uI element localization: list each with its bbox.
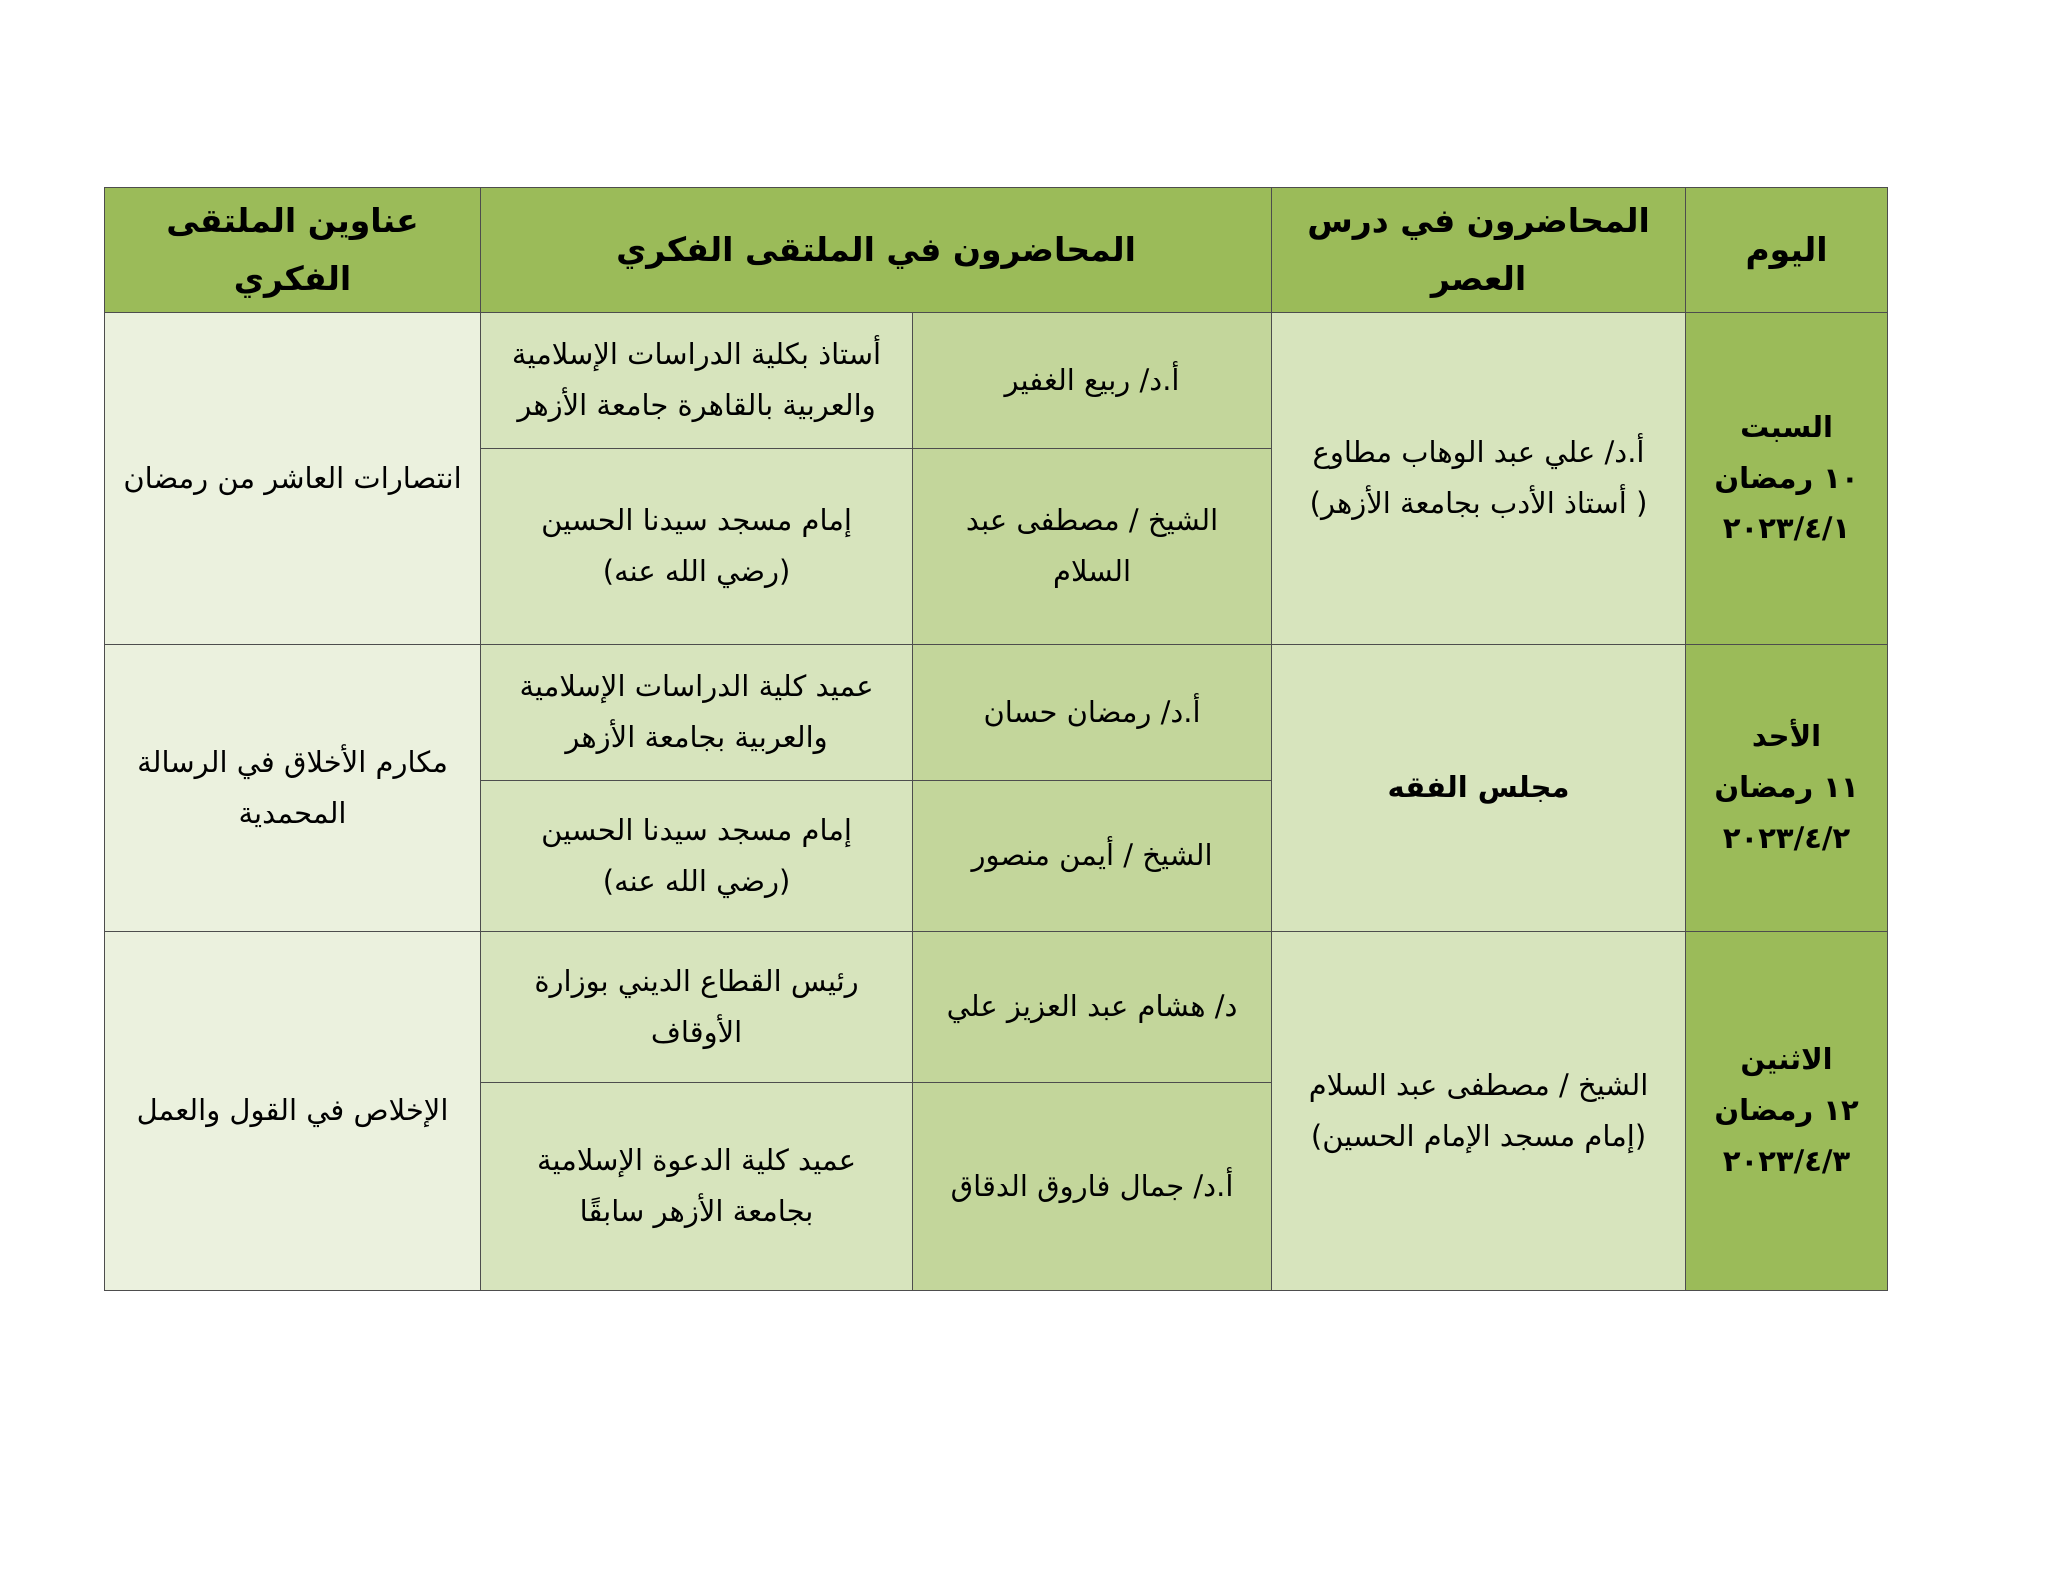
lecturer-role-cell xyxy=(481,780,913,931)
asr-lecturer-name: الشيخ / مصطفى عبد السلام xyxy=(1308,1067,1649,1102)
lecturer-role-line: (رضي الله عنه) xyxy=(602,554,791,588)
lecturer-name: الشيخ / أيمن منصور xyxy=(971,838,1213,873)
forum-title-cell xyxy=(105,931,481,1290)
lecturer-name-cell xyxy=(913,644,1272,780)
lecturer-role-cell xyxy=(481,931,913,1082)
day-name: السبت xyxy=(1740,409,1833,444)
hijri-date: ١٢ رمضان xyxy=(1714,1093,1859,1128)
lecturer-name: أ.د/ رمضان حسان xyxy=(983,694,1201,729)
gregorian-date: ٢٠٢٣/٤/٢ xyxy=(1722,820,1851,855)
day-name: الاثنين xyxy=(1740,1042,1833,1077)
lecturer-role-cell xyxy=(481,644,913,780)
day-name: الأحد xyxy=(1751,719,1822,754)
lecturer-role-line: عميد كلية الدعوة الإسلامية xyxy=(536,1143,857,1178)
table-row xyxy=(105,312,1888,448)
lecturer-role-line: (رضي الله عنه) xyxy=(602,863,791,898)
lecturer-role-line: والعربية بجامعة الأزهر xyxy=(565,720,828,754)
forum-title-cell xyxy=(105,312,481,644)
lecturer-name: أ.د/ جمال فاروق الدقاق xyxy=(950,1168,1234,1203)
day-cell-saturday xyxy=(1686,312,1888,644)
asr-lecturer-role: ( أستاذ الأدب بجامعة الأزهر) xyxy=(1309,486,1648,520)
lecturer-role-cell xyxy=(481,312,913,448)
asr-lecturer-cell xyxy=(1272,931,1686,1290)
hijri-date: ١٠ رمضان xyxy=(1714,460,1859,495)
lecturer-name-line: السلام xyxy=(1053,554,1132,588)
lecturer-name-cell xyxy=(913,1082,1272,1290)
asr-lecturer-cell xyxy=(1272,644,1686,931)
schedule-table xyxy=(104,187,1888,1291)
lecturer-role-line: والعربية بالقاهرة جامعة الأزهر xyxy=(517,388,876,422)
day-cell-monday xyxy=(1686,931,1888,1290)
forum-title: انتصارات العاشر من رمضان xyxy=(123,460,462,495)
forum-title-line: مكارم الأخلاق في الرسالة xyxy=(137,744,448,779)
lecturer-role-line: إمام مسجد سيدنا الحسين xyxy=(541,812,852,847)
header-row xyxy=(105,188,1888,313)
lecturer-role-line: أستاذ بكلية الدراسات الإسلامية xyxy=(511,337,882,372)
lecturer-role-cell xyxy=(481,448,913,644)
lecturer-name-cell xyxy=(913,780,1272,931)
lecturer-name-line: الشيخ / مصطفى عبد xyxy=(965,503,1219,538)
asr-lecturer-name: أ.د/ علي عبد الوهاب مطاوع xyxy=(1312,435,1645,470)
lecturer-role-line: بجامعة الأزهر سابقًا xyxy=(579,1194,814,1228)
gregorian-date: ٢٠٢٣/٤/٣ xyxy=(1722,1143,1851,1178)
forum-title-cell xyxy=(105,644,481,931)
lecturer-role-line: رئيس القطاع الديني بوزارة xyxy=(534,963,859,998)
lecturer-name: أ.د/ ربيع الغفير xyxy=(1004,362,1180,397)
header-asr-lecturers: المحاضرون في درس العصر xyxy=(1272,188,1686,313)
gregorian-date: ٢٠٢٣/٤/١ xyxy=(1722,511,1851,546)
header-day: اليوم xyxy=(1686,188,1888,313)
asr-session-title: مجلس الفقه xyxy=(1387,770,1570,805)
lecturer-role-cell xyxy=(481,1082,913,1290)
asr-lecturer-cell xyxy=(1272,312,1686,644)
header-forum-titles: عناوين الملتقى الفكري xyxy=(105,188,481,313)
lecturer-name: د/ هشام عبد العزيز علي xyxy=(946,989,1238,1024)
lecturer-role-line: عميد كلية الدراسات الإسلامية xyxy=(519,669,874,704)
hijri-date: ١١ رمضان xyxy=(1714,770,1859,805)
day-cell-sunday xyxy=(1686,644,1888,931)
header-forum-lecturers: المحاضرون في الملتقى الفكري xyxy=(481,188,1272,313)
lecturer-role-line: الأوقاف xyxy=(650,1014,743,1049)
lecturer-name-cell xyxy=(913,312,1272,448)
lecturer-name-cell xyxy=(913,448,1272,644)
table-row xyxy=(105,931,1888,1082)
forum-title: الإخلاص في القول والعمل xyxy=(136,1093,449,1128)
forum-title-line: المحمدية xyxy=(238,795,347,830)
lecturer-name-cell xyxy=(913,931,1272,1082)
table-row xyxy=(105,644,1888,780)
asr-lecturer-role: (إمام مسجد الإمام الحسين) xyxy=(1310,1118,1647,1153)
lecturer-role-line: إمام مسجد سيدنا الحسين xyxy=(541,503,852,538)
